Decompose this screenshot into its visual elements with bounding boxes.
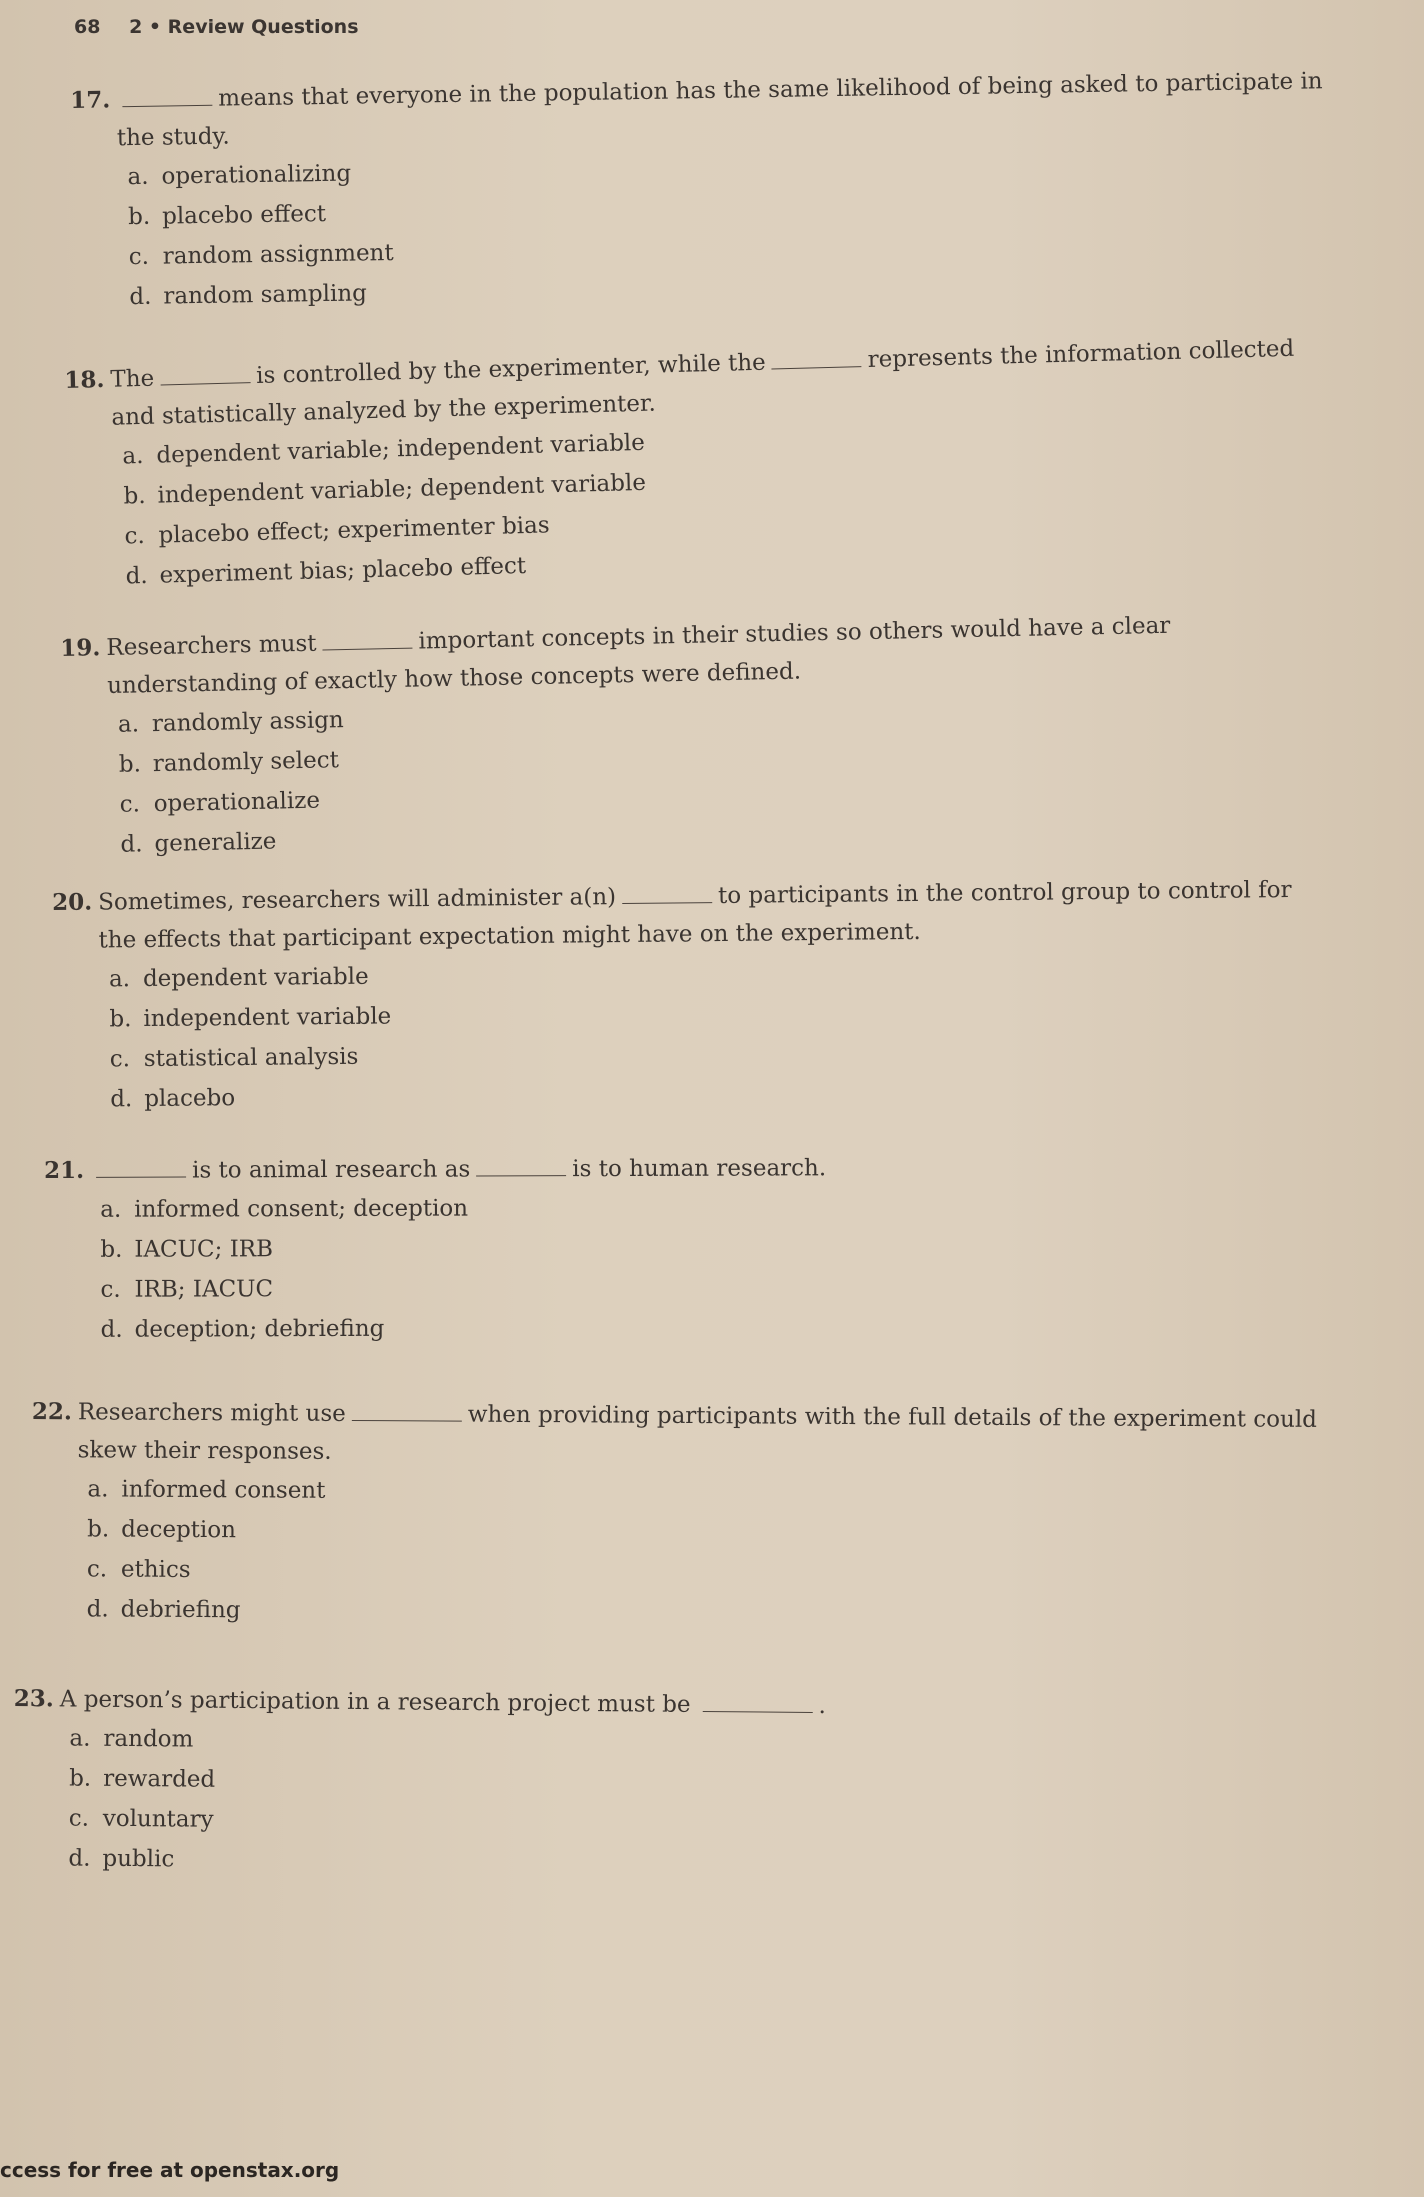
question-21: 21. is to animal research as is to human research. a. informed consent; deception b. IACUC; IRB c. IRB; IACUC d. deception; debriefing [44,1149,827,1350]
option-a: a. randomly assign [117,707,345,738]
question-continuation: the study. [116,123,230,152]
question-text: to participants in the control group to control for [717,877,1292,910]
option-c: c. statistical analysis [109,1043,359,1073]
answer-blank [622,882,712,904]
question-number: 18. [64,365,105,394]
option-d: d. public [68,1845,175,1873]
option-d: d. debriefing [86,1596,241,1624]
option-a: a. dependent variable [108,963,369,993]
option-b: b. independent variable [109,1003,392,1033]
option-a: a. operationalizing [127,160,352,191]
page-header [74,16,359,38]
option-list [44,1187,827,1350]
option-d: d. experiment bias; placebo effect [125,552,527,590]
option-a: a. informed consent [87,1476,326,1504]
answer-blank [352,1400,462,1422]
question-text: is to animal research as [192,1156,471,1184]
option-b: b. IACUC; IRB [100,1236,274,1263]
question-continuation: skew their responses. [77,1437,332,1465]
answer-blank [160,362,251,385]
option-b: b. randomly select [118,747,340,778]
option-list [71,138,1326,318]
question-continuation: the effects that participant expectation might have on the experiment. [98,918,921,954]
question-number: 20. [52,888,93,916]
answer-blank [322,628,412,651]
option-list [31,1469,1317,1637]
question-number: 21. [44,1156,85,1184]
question-number: 23. [13,1684,54,1713]
answer-blank [771,346,862,369]
chapter-title: 2 • Review Questions [129,16,359,38]
option-b: b. deception [87,1516,237,1544]
option-c: c. voluntary [68,1805,214,1833]
question-continuation: and statistically analyzed by the experimenter. [111,390,657,431]
option-list [53,947,1294,1120]
option-a: a. dependent variable; independent variable [122,429,646,470]
option-c: c. operationalize [119,787,321,818]
option-c: c. placebo effect; experimenter bias [124,512,550,550]
question-text: is controlled by the experimenter, while the [255,349,767,389]
option-b: b. rewarded [69,1765,216,1793]
question-18: 18. The is controlled by the experimenter, while the represents the information collected and statistically analyzed by the experimenter. a. dependent variable; independent variable b. independent variable; dependent variable c. placebo effect; experimenter bias d. experiment bias; placebo effect [64,330,1300,598]
option-d: d. generalize [120,828,277,858]
option-a: a. informed consent; deception [100,1195,469,1223]
question-19: 19. Researchers must important concepts in their studies so others would have a clear understanding of exactly how those concepts were defined. a. randomly assign b. randomly select c. operationalize d. generalize [60,607,1175,866]
option-c: c. random assignment [128,239,394,271]
option-list [66,406,1300,598]
question-23: 23. A person’s participation in a research project must be . a. random b. rewarded c. voluntary d. public [12,1680,826,1885]
question-22: 22. Researchers might use when providing participants with the full details of the experiment could skew their responses. a. informed consent b. deception c. ethics d. debriefing [31,1393,1317,1637]
option-list [12,1718,825,1885]
question-17 [70,62,1326,318]
option-list [62,683,1175,866]
question-number: 22. [31,1397,72,1426]
question-number: 19. [60,634,101,662]
page-footer: ccess for free at openstax.org [0,2158,340,2182]
option-d: d. placebo [110,1085,236,1113]
question-20: 20. Sometimes, researchers will administer a(n) to participants in the control group to control for the effects that participant expectation might have on the experiment. a. dependent variable b. independent variable c. statistical analysis d. placebo [52,871,1294,1120]
question-text: important concepts in their studies so others would have a clear [418,612,1171,655]
question-text: when providing participants with the full details of the experiment could [467,1401,1318,1433]
answer-blank [702,1691,812,1713]
page-number: 68 [74,16,101,38]
option-b: b. placebo effect [127,200,327,231]
question-text: means that everyone in the population has the same likelihood of being asked to participate in [218,68,1323,112]
option-d: d. random sampling [129,280,368,311]
question-text: . [818,1693,826,1720]
option-c: c. ethics [86,1556,191,1583]
question-continuation: understanding of exactly how those concepts were defined. [106,658,802,700]
option-a: a. random [69,1725,194,1753]
option-b: b. independent variable; dependent variable [123,469,647,510]
answer-blank [122,85,212,107]
answer-blank [476,1155,566,1176]
question-number: 17. [70,86,111,114]
option-d: d. deception; debriefing [100,1315,385,1343]
answer-blank [96,1157,186,1178]
option-c: c. IRB; IACUC [100,1276,274,1303]
